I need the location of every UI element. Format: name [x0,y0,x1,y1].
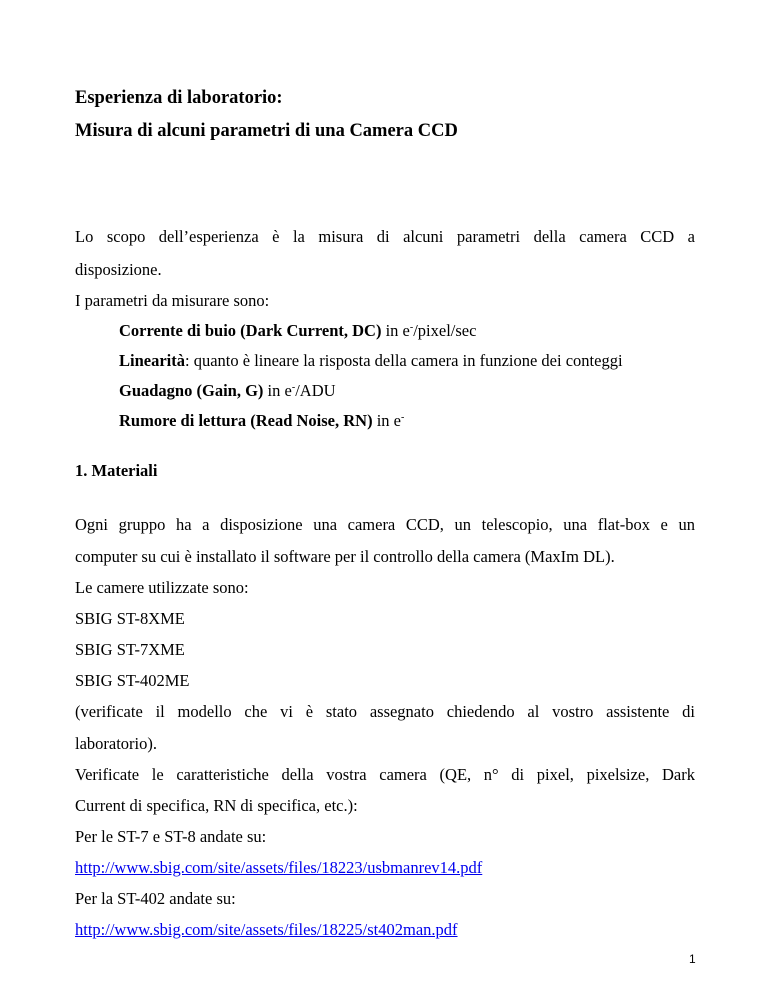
param-name: Corrente di buio (Dark Current, DC) [119,321,382,340]
verify-line-1: (verificate il modello che vi è stato assegnato chiedendo al vostro assistente di [75,702,695,721]
param-unit-sup: - [291,382,296,393]
param-dark-current [119,321,476,341]
st402-manual-link[interactable] [75,920,458,940]
camera-item: SBIG ST-8XME [75,609,185,628]
param-unit-rest: /ADU [295,381,336,400]
st402-lead: Per la ST-402 andate su: [75,889,236,908]
param-unit: in e [263,381,292,400]
param-name: Linearità [119,351,185,370]
cameras-lead: Le camere utilizzate sono: [75,578,249,597]
param-read-noise [119,411,404,431]
section-heading-text: 1. Materiali [75,461,158,480]
param-unit-rest: /pixel/sec [413,321,477,340]
param-unit-sup: - [409,322,414,333]
materials-line-1: Ogni gruppo ha a disposizione una camera CCD, un telescopio, una flat-box e un [75,515,695,534]
intro-line-1: Lo scopo dell’esperienza è la misura di alcuni parametri della camera CCD a [75,227,695,246]
st78-manual-link[interactable] [75,858,482,878]
param-unit: in e [381,321,410,340]
section-heading [75,461,157,481]
param-gain [119,381,336,401]
param-desc: : quanto è lineare la risposta della camera in funzione dei conteggi [185,351,623,370]
camera-item: SBIG ST-402ME [75,671,190,690]
materials-line-2: computer su cui è installato il software per il controllo della camera (MaxIm DL). [75,547,615,566]
params-lead: I parametri da misurare sono: [75,291,270,310]
param-name: Rumore di lettura (Read Noise, RN) [119,411,373,430]
title-line-1: Esperienza di laboratorio: [75,88,283,108]
camera-item: SBIG ST-7XME [75,640,185,659]
param-name: Guadagno (Gain, G) [119,381,264,400]
specs-line-1: Verificate le caratteristiche della vostra camera (QE, n° di pixel, pixelsize, Dark [75,765,695,784]
title-line-2: Misura di alcuni parametri di una Camera CCD [75,121,458,141]
param-unit-sup: - [401,412,405,423]
param-unit: in e [372,411,401,430]
st78-manual-link-text[interactable]: http://www.sbig.com/site/assets/files/18223/usbmanrev14.pdf [75,858,483,877]
specs-line-2: Current di specifica, RN di specifica, etc.): [75,796,358,815]
intro-line-2: disposizione. [75,260,162,279]
param-linearity [119,351,623,371]
st402-manual-link-text[interactable]: http://www.sbig.com/site/assets/files/18225/st402man.pdf [75,920,458,939]
page-number: 1 [689,952,696,966]
st78-lead: Per le ST-7 e ST-8 andate su: [75,827,267,846]
verify-line-2: laboratorio). [75,734,158,753]
